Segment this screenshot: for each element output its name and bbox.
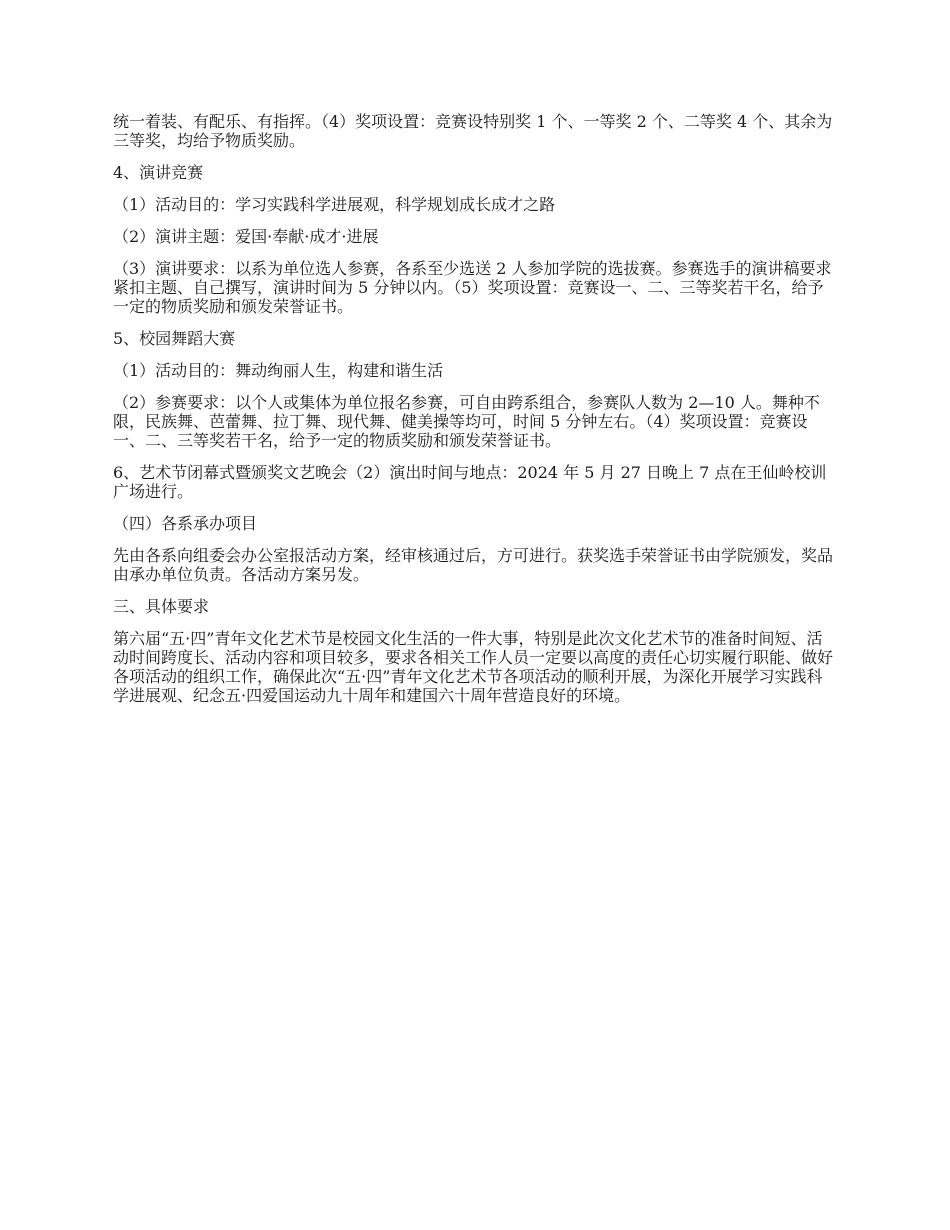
heading-specific-requirements: 三、具体要求 bbox=[113, 597, 210, 616]
heading-dance-contest: 5、校园舞蹈大赛 bbox=[113, 329, 236, 348]
paragraph-dance-awards: 统一着装、有配乐、有指挥。（4）奖项设置：竞赛设特别奖 1 个、一等奖 2 个、二等奖 4 个、其余为三等奖，均给予物质奖励。 bbox=[113, 112, 833, 150]
paragraph-dance-requirements: （2）参赛要求：以个人或集体为单位报名参赛，可自由跨系组合，参赛队人数为 2—10 人。舞种不限，民族舞、芭蕾舞、拉丁舞、现代舞、健美操等均可，时间 5 分钟左右。（4）奖项设置：竞赛设一、二、三等奖若干名，给予一定的物质奖励和颁发荣誉证书。 bbox=[113, 393, 820, 450]
paragraph-speech-requirements: （3）演讲要求：以系为单位选人参赛，各系至少选送 2 人参加学院的选拔赛。参赛选手的演讲稿要求紧扣主题、自己撰写，演讲时间为 5 分钟以内。（5）奖项设置：竞赛设一、二、三等奖若干名，给予一定的物质奖励和颁发荣誉证书。 bbox=[113, 259, 832, 316]
document-page bbox=[113, 112, 837, 718]
paragraph-closing-ceremony: 6、艺术节闭幕式暨颁奖文艺晚会（2）演出时间与地点：2024 年 5 月 27 日晚上 7 点在王仙岭校训广场进行。 bbox=[113, 463, 827, 501]
paragraph-speech-purpose: （1）活动目的：学习实践科学进展观，科学规划成长成才之路 bbox=[113, 195, 556, 214]
heading-department-projects: （四）各系承办项目 bbox=[113, 514, 258, 533]
paragraph-department-projects: 先由各系向组委会办公室报活动方案，经审核通过后，方可进行。获奖选手荣誉证书由学院颁发，奖品由承办单位负责。各活动方案另发。 bbox=[113, 546, 834, 584]
paragraph-specific-requirements: 第六届“五·四”青年文化艺术节是校园文化生活的一件大事，特别是此次文化艺术节的准备时间短、活动时间跨度长、活动内容和项目较多，要求各相关工作人员一定要以高度的责任心切实履行职能、做好各项活动的组织工作，确保此次“五·四”青年文化艺术节各项活动的顺利开展，为深化开展学习实践科学进展观、纪念五·四爱国运动九十周年和建国六十周年营造良好的环境。 bbox=[113, 629, 834, 705]
paragraph-dance-purpose: （1）活动目的：舞动绚丽人生，构建和谐生活 bbox=[113, 361, 444, 380]
heading-speech-contest: 4、演讲竞赛 bbox=[113, 163, 204, 182]
paragraph-speech-theme: （2）演讲主题：爱国·奉献·成才·进展 bbox=[113, 227, 379, 246]
